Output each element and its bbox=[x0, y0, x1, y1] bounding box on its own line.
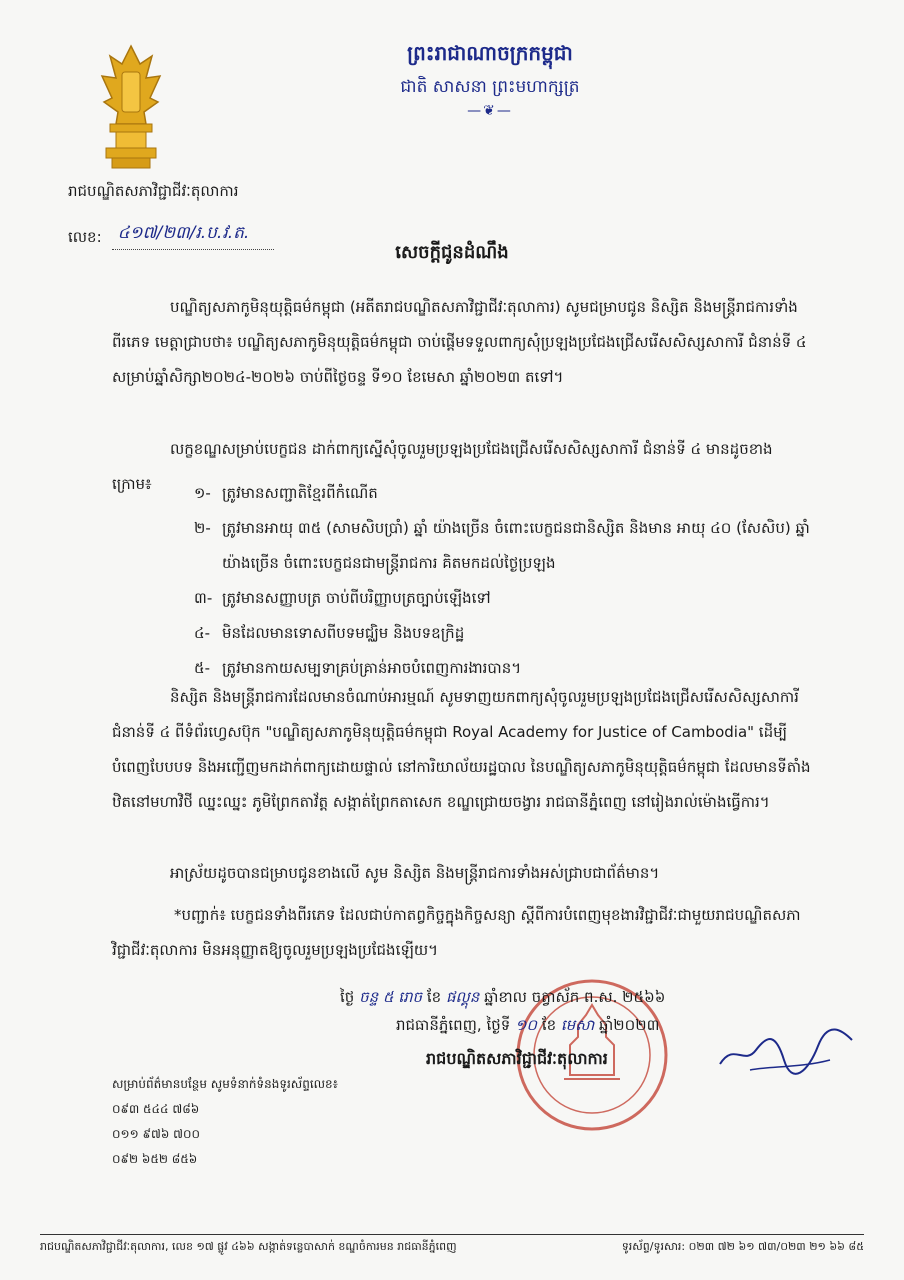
lunar-year: ឆ្នាំខាល ចត្វាស័ក ព.ស. ២៥៦៦ bbox=[484, 988, 666, 1006]
signatory-institution: រាជបណ្ឌិតសភាវិជ្ជាជីវៈតុលាការ bbox=[426, 1049, 608, 1068]
item-number: ១- bbox=[194, 484, 211, 502]
list-item bbox=[194, 581, 814, 616]
solar-year: ឆ្នាំ២០២៣ bbox=[599, 1016, 660, 1034]
handwritten-signature bbox=[710, 1020, 860, 1080]
lunar-day: ចន្ទ ៥ រោច bbox=[359, 988, 423, 1006]
item-number: ២- bbox=[194, 519, 211, 537]
list-item bbox=[194, 476, 814, 511]
paragraph-application: និស្សិត និងមន្ត្រីរាជការដែលមានចំណាប់អារម្មណ៍ សូមទាញយកពាក្យសុំចូលរួមប្រឡងប្រជែងជ្រើសរើសសិស្សសាការី ជំនាន់ទី ៤ ពីទំព័រហ្វេសប៊ុក "បណ្ឌិត្យសភាកូមិនុយុត្តិធម៌កម្ពុជា Royal Academy for Justice of Cambodia" ដើម្បីបំពេញបែបបទ និងអញ្ជើញមកដាក់ពាក្យដោយផ្ទាល់ នៅការិយាល័យរដ្ឋបាល នៃបណ្ឌិត្យសភាកូមិនុយុត្តិធម៌កម្ពុជា ដែលមានទីតាំងឋិតនៅមហាវិថី ឈ្នះឈ្នះ ភូមិព្រែកតាវ័ត្ត សង្កាត់ព្រែកតាសេក ខណ្ឌជ្រោយចង្វារ រាជធានីភ្នំពេញ នៅរៀងរាល់ម៉ោងធ្វើការ។ bbox=[112, 688, 811, 811]
contact-title: សម្រាប់ព័ត៌មានបន្ថែម សូមទំនាក់ទំនងទូរស័ព្ទលេខ៖ bbox=[112, 1077, 338, 1091]
item-text: មិនដែលមានទោសពីបទមជ្ឈិម និងបទឧក្រិដ្ឋ bbox=[222, 624, 465, 642]
paragraph-closing: អាស្រ័យដូចបានជម្រាបជូនខាងលើ សូម និស្សិត និងមន្ត្រីរាជការទាំងអស់ជ្រាបជាព័ត៌មាន។ bbox=[170, 864, 660, 882]
item-text: ត្រូវមានសញ្ជាតិខ្មែរពីកំណើត bbox=[222, 484, 378, 502]
lunar-month: ផល្គុន bbox=[445, 988, 480, 1006]
item-text: ត្រូវមានកាយសម្បទាគ្រប់គ្រាន់អាចបំពេញការងារបាន។ bbox=[222, 659, 522, 677]
kingdom-title: ព្រះរាជាណាចក្រកម្ពុជា bbox=[407, 41, 573, 65]
paragraph-note: *បញ្ជាក់៖ បេក្ខជនទាំងពីរភេទ ដែលជាប់កាតព្វកិច្ចក្នុងកិច្ចសន្យា ស្តីពីការបំពេញមុខងារវិជ្ជាជីវៈជាមួយរាជបណ្ឌិតសភាវិជ្ជាជីវៈតុលាការ មិនអនុញ្ញាតឱ្យចូលរួមប្រឡងប្រជែងឡើយ។ bbox=[112, 906, 801, 959]
solar-day: ១០ bbox=[515, 1016, 538, 1034]
contact-phone: ០៩៣ ៥៤៤ ៧៨៦ bbox=[112, 1102, 200, 1116]
item-number: ៤- bbox=[194, 624, 211, 642]
ornament-divider: —❦— bbox=[467, 103, 513, 119]
national-motto: ជាតិ សាសនា ព្រះមហាក្សត្រ bbox=[400, 77, 580, 97]
lunar-day-prefix: ថ្ងៃ bbox=[340, 988, 355, 1006]
footer-phone: ទូរស័ព្ទ/ទូរសារ: ០២៣ ៧២ ៦១ ៧៣/០២៣ ២១ ៦៦ ៨៥ bbox=[621, 1240, 864, 1253]
contact-phone: ០១១ ៩៧៦ ៧០០ bbox=[112, 1127, 200, 1141]
item-number: ៥- bbox=[194, 659, 211, 677]
reference-label: លេខ: bbox=[68, 228, 102, 246]
footer-address: រាជបណ្ឌិតសភាវិជ្ជាជីវៈតុលាការ, លេខ ១៧ ផ្លូវ ៤៦៦ សង្កាត់ទន្លេបាសាក់ ខណ្ឌចំការមន រាជធានីភ្នំពេញ bbox=[40, 1240, 457, 1253]
lunar-month-prefix: ខែ bbox=[426, 988, 442, 1006]
letterhead bbox=[310, 40, 670, 119]
solar-month: មេសា bbox=[560, 1016, 595, 1034]
paragraph-conditions: លក្ខខណ្ឌសម្រាប់បេក្ខជន ដាក់ពាក្យស្នើសុំចូលរួមប្រឡងប្រជែងជ្រើសរើសសិស្សសាការី ជំនាន់ទី ៤ មានដូចខាងក្រោម៖ bbox=[112, 440, 773, 493]
contact-phone: ០៩២ ៦៥២ ៨៥៦ bbox=[112, 1152, 198, 1166]
sender-institution: រាជបណ្ឌិតសភាវិជ្ជាជីវៈតុលាការ bbox=[68, 182, 239, 200]
contact-block bbox=[112, 1072, 338, 1172]
document-subject: សេចក្តីជូនដំណឹង bbox=[395, 242, 509, 263]
royal-emblem-logo bbox=[96, 42, 166, 172]
item-text: ត្រូវមានសញ្ញាបត្រ ចាប់ពីបរិញ្ញាបត្រច្បាប់ឡើងទៅ bbox=[222, 589, 491, 607]
solar-date bbox=[396, 1016, 659, 1038]
list-item bbox=[194, 511, 814, 581]
item-number: ៣- bbox=[194, 589, 213, 607]
list-item bbox=[194, 616, 814, 651]
item-text: ត្រូវមានអាយុ ៣៥ (សាមសិបប្រាំ) ឆ្នាំ យ៉ាងច្រើន ចំពោះបេក្ខជនជានិស្សិត និងមាន អាយុ ៤០ (សែសិប) ឆ្នាំ យ៉ាងច្រើន ចំពោះបេក្ខជនជាមន្ត្រីរាជការ គិតមកដល់ថ្ងៃប្រឡង bbox=[222, 519, 810, 572]
solar-month-prefix: ខែ bbox=[541, 1016, 557, 1034]
lunar-date bbox=[340, 988, 665, 1010]
requirements-list bbox=[194, 476, 814, 686]
solar-day-prefix: រាជធានីភ្នំពេញ, ថ្ងៃទី bbox=[396, 1016, 511, 1034]
paragraph-intro: បណ្ឌិត្យសភាកូមិនុយុត្តិធម៌កម្ពុជា (អតីតរាជបណ្ឌិតសភាវិជ្ជាជីវៈតុលាការ) សូមជម្រាបជូន និស្សិត និងមន្ត្រីរាជការទាំងពីរភេទ មេត្តាជ្រាបថា៖ បណ្ឌិត្យសភាកូមិនុយុត្តិធម៌កម្ពុជា ចាប់ផ្តើមទទួលពាក្យសុំប្រឡងប្រជែងជ្រើសរើសសិស្សសាការី ជំនាន់ទី ៤ សម្រាប់ឆ្នាំសិក្សា២០២៤-២០២៦ ចាប់ពីថ្ងៃចន្ទ ទី១០ ខែមេសា ឆ្នាំ២០២៣ តទៅ។ bbox=[112, 298, 807, 386]
reference-value: ៤១៧/២៣/រ.ប.វ.ត. bbox=[112, 222, 274, 250]
footer-divider bbox=[40, 1234, 864, 1235]
